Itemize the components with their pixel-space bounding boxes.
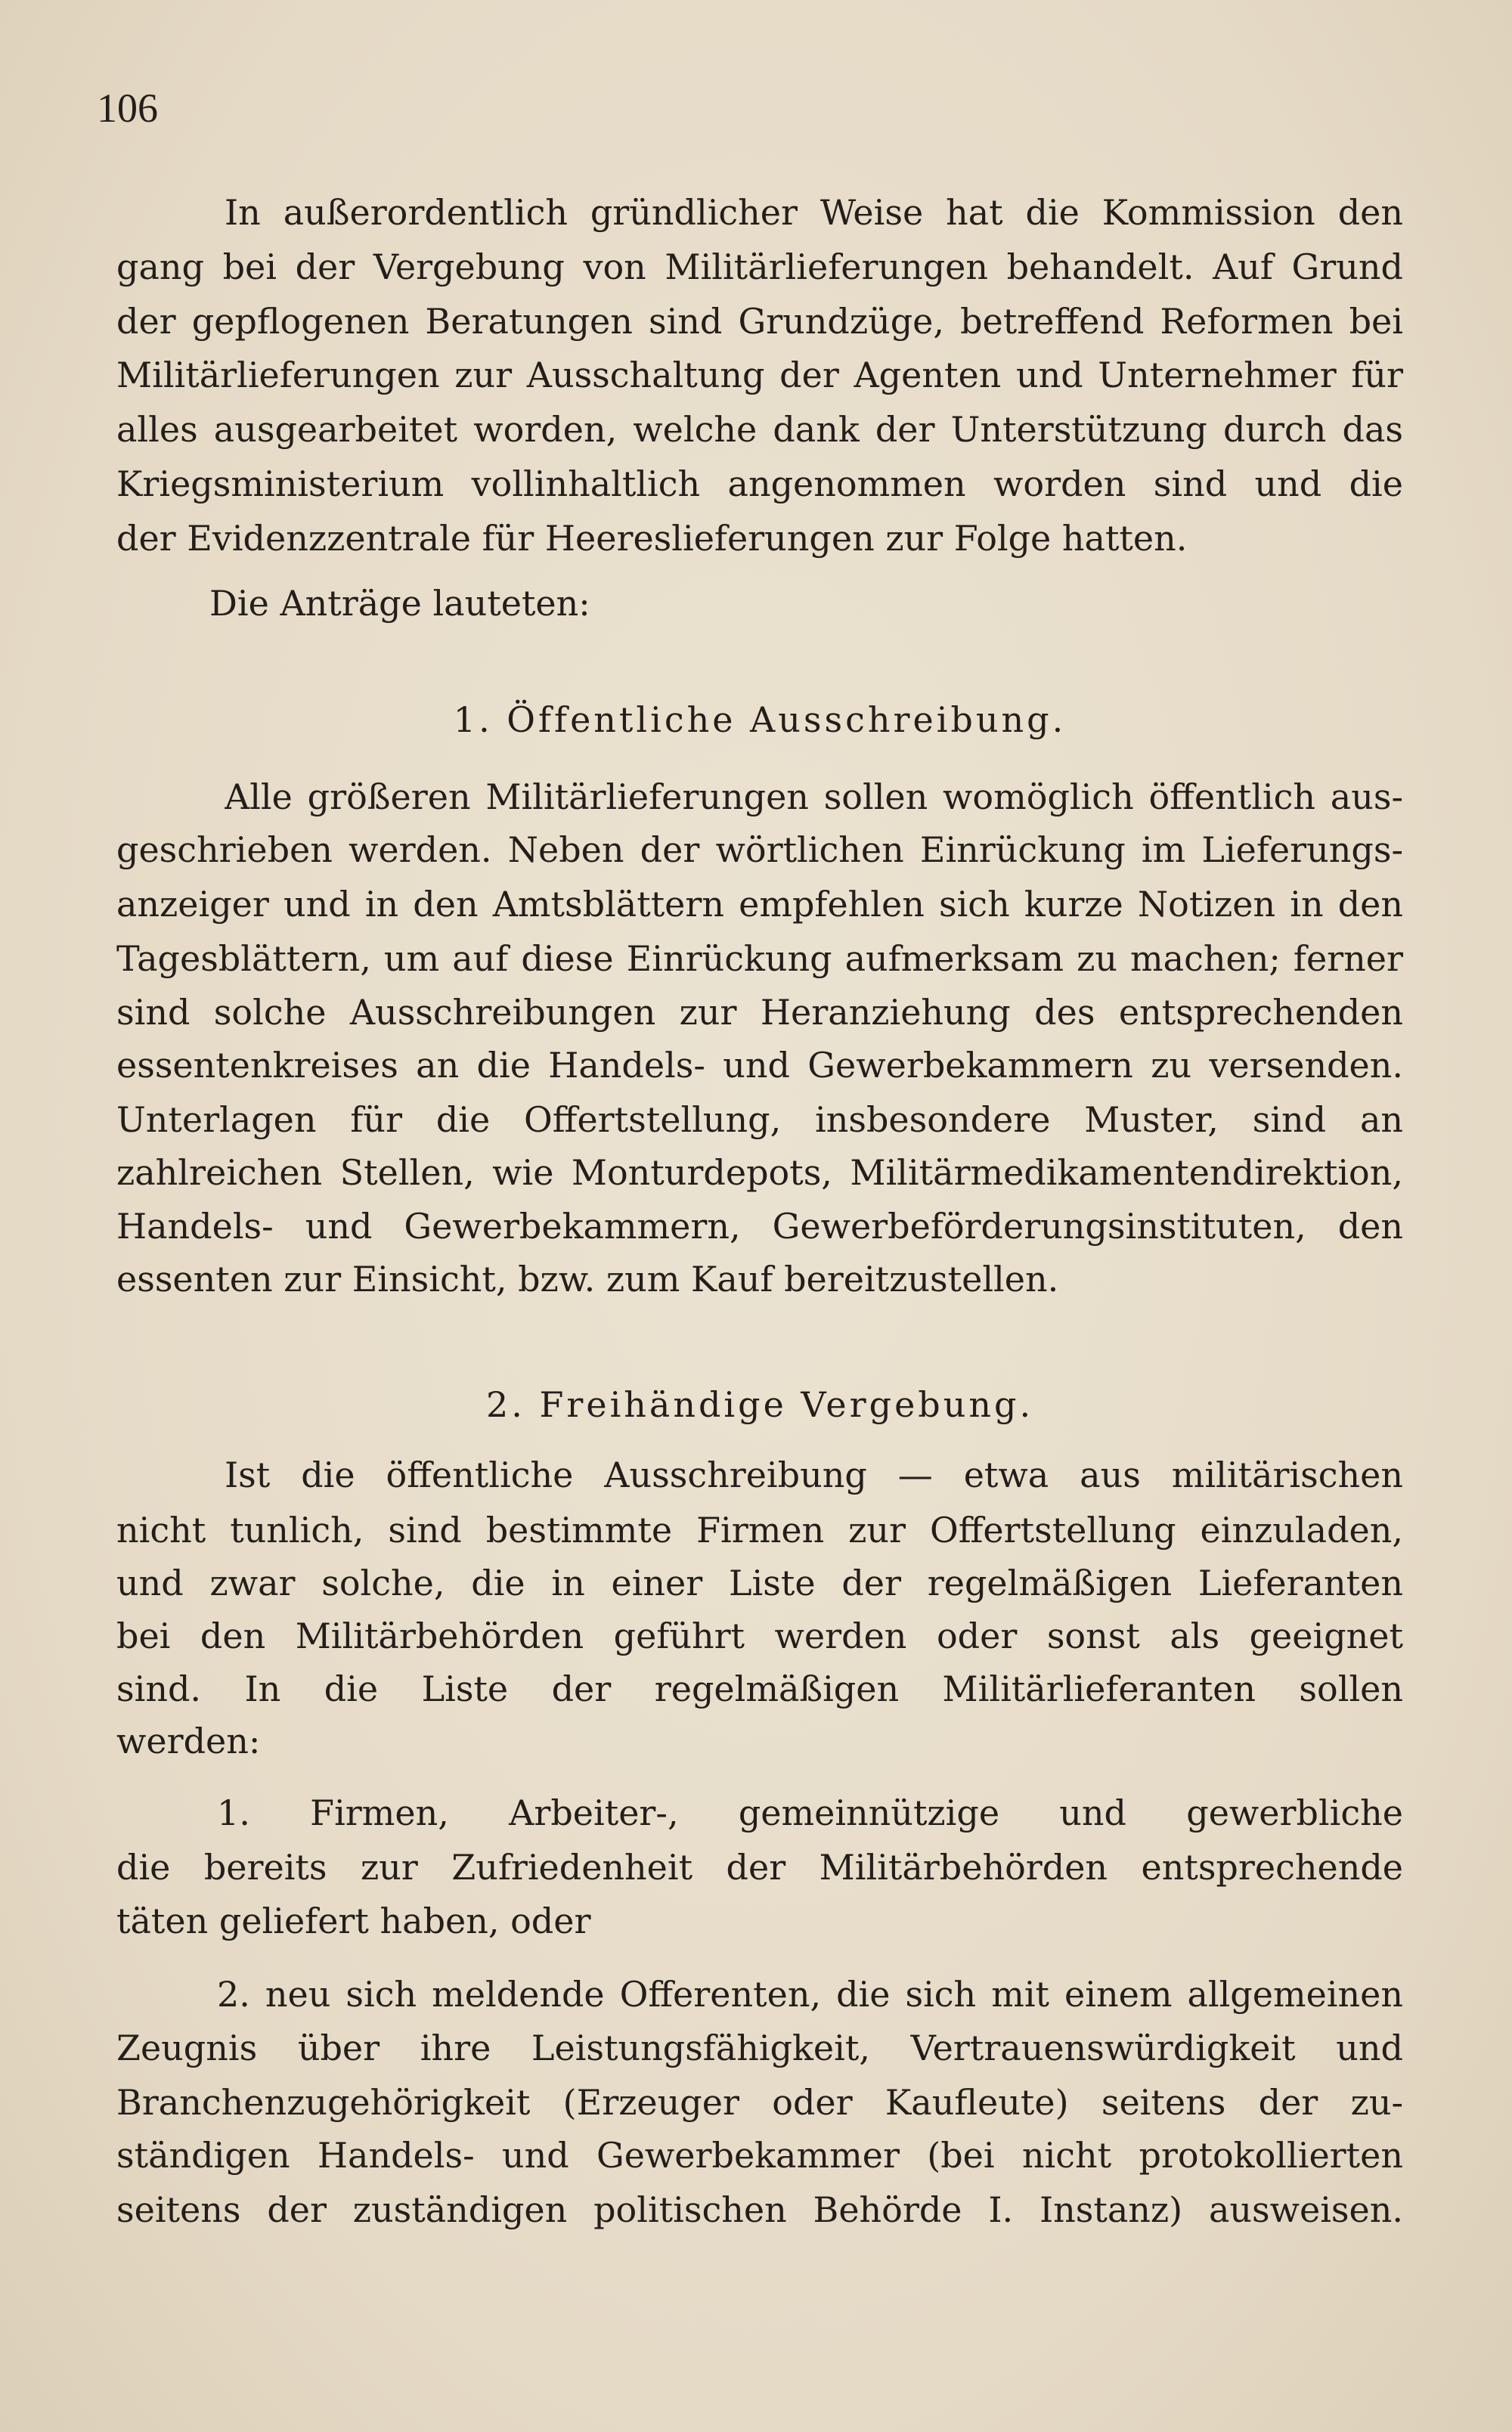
text-line: der Evidenzzentrale für Heereslieferungen zur Folge hatten. xyxy=(116,518,1188,559)
text-line: werden: xyxy=(116,1721,261,1761)
section-heading: 2. Freihändige Vergebung. xyxy=(485,1384,1034,1425)
text-line: alles ausgearbeitet worden, welche dank der Unterstützung durch das xyxy=(116,409,1403,450)
text-line: Zeugnis über ihre Leistungsfähigkeit, Vertrauenswürdigkeit und xyxy=(116,2028,1403,2068)
section-heading: 1. Öffentliche Ausschreibung. xyxy=(453,699,1067,740)
text-line: Ist die öffentliche Ausschreibung — etwa aus militärischen xyxy=(225,1455,1403,1495)
text-line: und zwar solche, die in einer Liste der regelmäßigen Lieferanten xyxy=(116,1563,1403,1603)
text-line: der gepflogenen Beratungen sind Grundzüge, betreffend Reformen bei xyxy=(116,301,1403,342)
text-line: Militärlieferungen zur Ausschaltung der Agenten und Unternehmer für xyxy=(116,355,1403,395)
text-line: sind. In die Liste der regelmäßigen Militärlieferanten sollen xyxy=(116,1668,1403,1709)
text-line: die bereits zur Zufriedenheit der Militärbehörden entsprechende xyxy=(116,1847,1403,1888)
text-line: 2. neu sich meldende Offerenten, die sich mit einem allgemeinen xyxy=(217,1974,1403,2015)
text-line: anzeiger und in den Amtsblättern empfehlen sich kurze Notizen in den xyxy=(116,884,1403,925)
page-number: 106 xyxy=(97,85,158,131)
text-line: täten geliefert haben, oder xyxy=(116,1901,591,1941)
text-line: geschrieben werden. Neben der wörtlichen Einrückung im Lieferungs- xyxy=(116,829,1403,870)
text-line: Branchenzugehörigkeit (Erzeuger oder Kaufleute) seitens der zu- xyxy=(116,2082,1403,2123)
text-line: essentenkreises an die Handels- und Gewerbekammern zu versenden. xyxy=(116,1045,1403,1086)
text-line: In außerordentlich gründlicher Weise hat die Kommission den xyxy=(225,192,1403,233)
text-line: seitens der zuständigen politischen Behörde I. Instanz) ausweisen. xyxy=(116,2189,1403,2230)
text-line: Alle größeren Militärlieferungen sollen womöglich öffentlich aus- xyxy=(225,776,1403,817)
text-line: ständigen Handels- und Gewerbekammer (bei nicht protokollierten xyxy=(116,2135,1403,2176)
text-line: essenten zur Einsicht, bzw. zum Kauf bereitzustellen. xyxy=(116,1259,1059,1300)
text-line: zahlreichen Stellen, wie Monturdepots, Militärmedikamentendirektion, xyxy=(116,1152,1403,1193)
text-line: nicht tunlich, sind bestimmte Firmen zur Offertstellung einzuladen, xyxy=(116,1510,1403,1551)
text-line: bei den Militärbehörden geführt werden oder sonst als geeignet xyxy=(116,1616,1403,1656)
text-line: 1. Firmen, Arbeiter-, gemeinnützige und gewerbliche xyxy=(217,1792,1403,1833)
text-line: Kriegsministerium vollinhaltlich angenommen worden sind und die xyxy=(116,463,1403,504)
text-line: Unterlagen für die Offertstellung, insbesondere Muster, sind an xyxy=(116,1099,1403,1140)
text-line: sind solche Ausschreibungen zur Heranziehung des entsprechenden xyxy=(116,992,1403,1033)
text-line: Die Anträge lauteten: xyxy=(209,583,590,624)
text-line: gang bei der Vergebung von Militärlieferungen behandelt. Auf Grund xyxy=(116,246,1403,287)
text-line: Tagesblättern, um auf diese Einrückung aufmerksam zu machen; ferner xyxy=(116,938,1403,979)
text-line: Handels- und Gewerbekammern, Gewerbeförderungsinstituten, den xyxy=(116,1206,1403,1247)
